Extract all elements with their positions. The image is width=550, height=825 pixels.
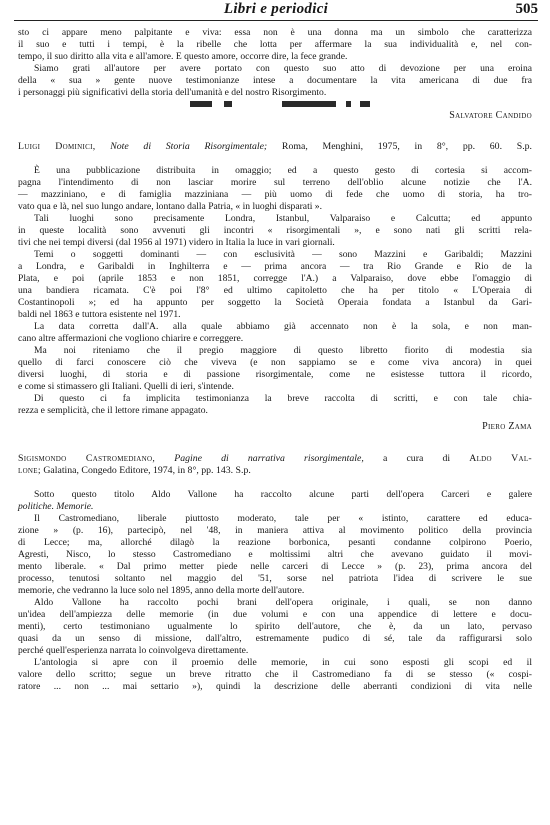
book-title: Note di Storia Risorgimentale; xyxy=(110,141,268,152)
text-line: Plata, e poi (aprile 1853 e non 1851, corregge l'A.) a Valparaiso, dove ebbe l'omaggio di xyxy=(18,273,532,284)
text-line: Tali luoghi sono precisamente Londra, Istanbul, Valparaiso e Calcutta; ed appunto xyxy=(34,213,532,224)
ink-smudge xyxy=(0,101,550,109)
text-line: tivi che nei tempi diversi (dal 1956 al 1971) videro in Italia la luce in vari giornali. xyxy=(18,237,335,248)
text-line: L'antologia si apre con il proemio delle memorie, in cui sono esposti gli scopi ed il xyxy=(34,657,532,668)
review-heading-cont xyxy=(18,465,532,477)
text-line: Agresti, Nisco, lo stesso Castromediano e moltissimi altri che avevano guidato il movi- xyxy=(18,549,532,560)
book-title: Pagine di narrativa risorgimentale, xyxy=(174,453,364,464)
text-line: cano altre affermazioni che vogliono chiarire e correggere. xyxy=(18,333,244,344)
text-line: un'idea dell'ampiezza delle memorie (in due volumi e con una appendice di lettere e docu- xyxy=(18,609,532,620)
text-line: La data corretta dall'A. alla quale abbiamo già accennato non è la sola, e non man- xyxy=(34,321,532,332)
text-line: ratore ... non ... mai settario »), quindi la descrizione delle aberranti condizioni di vita nelle xyxy=(18,681,532,692)
text-line: È una pubblicazione distribuita in omaggio; ed a questo gesto di cortesia si accom- xyxy=(34,165,532,176)
text-line: i personaggi più significativi della storia dell'umanità e del nostro Risorgimento. xyxy=(18,87,327,98)
text-line: di Lecce; ma, allorché dilagò la reazione borbonica, pesanti condanne colpirono Poerio, xyxy=(18,537,532,548)
section-title: Libri e periodici xyxy=(223,1,329,17)
text-line: Temi o soggetti dominanti — con esclusività — sono Mazzini e Garibaldi; Mazzini xyxy=(34,249,532,260)
text-line: e come si stimassero gli Italiani. Quelli di ieri, s'intende. xyxy=(18,381,234,392)
text-line: Aldo Vallone ha raccolto pochi brani dell'opera originale, i quali, se non danno xyxy=(34,597,532,608)
text-line: — mazziniano, e di famiglia mazziniana — più uomo di fede che uomo di storia, ha tro- xyxy=(18,189,532,200)
page-number: 505 xyxy=(515,1,538,17)
text-line: perché quell'esperienza narrata lo coinvolgeva direttamente. xyxy=(18,645,249,656)
book-editor-cont: lone; xyxy=(18,465,41,476)
text-line: valore dello scritto; segue un breve ritratto che il Castromediano fa di se stesso (« cospi- xyxy=(18,669,532,680)
text-line: mento liberale. « Dal primo metter piede nelle carceri di Lecce » (p. 23), prima ancora del xyxy=(18,561,532,572)
text-line: il suo e tutti i tempi, è la ribelle che lotta per affermare la sua individualità e, nel con- xyxy=(18,39,532,50)
book-publication: Roma, Menghini, 1975, in 8°, pp. 60. S.p. xyxy=(281,141,532,152)
text-line: politiche. Memorie. xyxy=(18,501,94,512)
text-line: tempo, il suo diritto alla vita e all'amore. E questo amore, occorre dire, la fece grande. xyxy=(18,51,348,62)
text-line: baldi nel 1863 e tuttora esistente nel 1971. xyxy=(18,309,181,320)
running-head xyxy=(14,0,538,21)
text-line: Siamo grati all'autore per avere portato con questo suo atto di devozione per una eroina xyxy=(34,63,532,74)
book-author: Sigismondo Castromediano, xyxy=(18,453,156,464)
text-line: pagna l'intendimento di non lasciar morire sul terreno dell'oblio alcune notizie che l'A. xyxy=(18,177,532,188)
book-publication: Galatina, Congedo Editore, 1974, in 8°, pp. 143. S.p. xyxy=(43,465,251,476)
text-line: una bandiera ricamata. C'è poi l'8° ed ultimo capitoletto che ha per titolo « L'Operaia di xyxy=(18,285,532,296)
reviewer-signature: Salvatore Candido xyxy=(449,110,532,121)
text-line: quasi da un senso di missione, dall'altro, estremamente pudico di sé, tale da raffigurarsi solo xyxy=(18,633,532,644)
reviewer-signature: Piero Zama xyxy=(482,421,532,432)
text-line: zione » (p. 16), partecipò, nel '48, in maniera attiva al movimento politico della provincia xyxy=(18,525,532,536)
text-line: Di questo ci fa implicita testimonianza la breve raccolta di scritti, e con tale chia- xyxy=(34,393,532,404)
text-line: diversi luoghi, di storia e di passione risorgimentale, come ne esistesse tuttora il ricordo, xyxy=(18,369,532,380)
text-line: a Londra, e Garibaldi in Inghilterra e — prima ancora — tra Rio Grande e Rio de la xyxy=(18,261,532,272)
book-editor: Aldo Val- xyxy=(469,453,532,464)
review-heading xyxy=(18,141,532,153)
book-curator-prefix: a cura di xyxy=(382,453,451,464)
text-line: vato qua e là, nel suo lungo andare, lontano dalla Patria, « in luoghi disparati ». xyxy=(18,201,322,212)
text-line: in queste località sono avvenuti gli incontri « risorgimentali », e sono nati gli scritti rela- xyxy=(18,225,532,236)
review-heading xyxy=(18,453,532,465)
text-line: rezza e semplicità, che il lettore rimane appagato. xyxy=(18,405,208,416)
text-line: menti), certo testimoniano ugualmente lo spirito dell'autore, che è, da un lato, pervaso xyxy=(18,621,532,632)
text-line: quello di farci conoscere ciò che viveva (e non sappiamo se e come viva ancora) in quei xyxy=(18,357,532,368)
text-line: Ma noi riteniamo che il pregio maggiore di questo libretto fiorito di modestia sia xyxy=(34,345,532,356)
text-line: Sotto questo titolo Aldo Vallone ha raccolto alcune parti dell'opera Carceri e galere xyxy=(34,489,532,500)
text-line: processo, tenutosi soltanto nel maggio del '51, sorse nel patriota l'idea di scrivere le sue xyxy=(18,573,532,584)
text-line: memorie, che vedranno la luce solo nel 1895, anno della morte dell'autore. xyxy=(18,585,305,596)
text-line: della « sua » gente nuove testimonianze intese a documentare la vita americana di due fra xyxy=(18,75,532,86)
text-line: sto ci appare meno palpitante e viva: essa non è una donna ma un simbolo che caratterizza xyxy=(18,27,532,38)
text-line: Il Castromediano, liberale piuttosto moderato, tale per « istinto, carattere ed educa- xyxy=(34,513,532,524)
book-author: Luigi Dominici, xyxy=(18,141,96,152)
text-line: Costantinopoli »; ed ha appunto per soggetto la Società Operaia fondata a Istanbul da Gari- xyxy=(18,297,532,308)
